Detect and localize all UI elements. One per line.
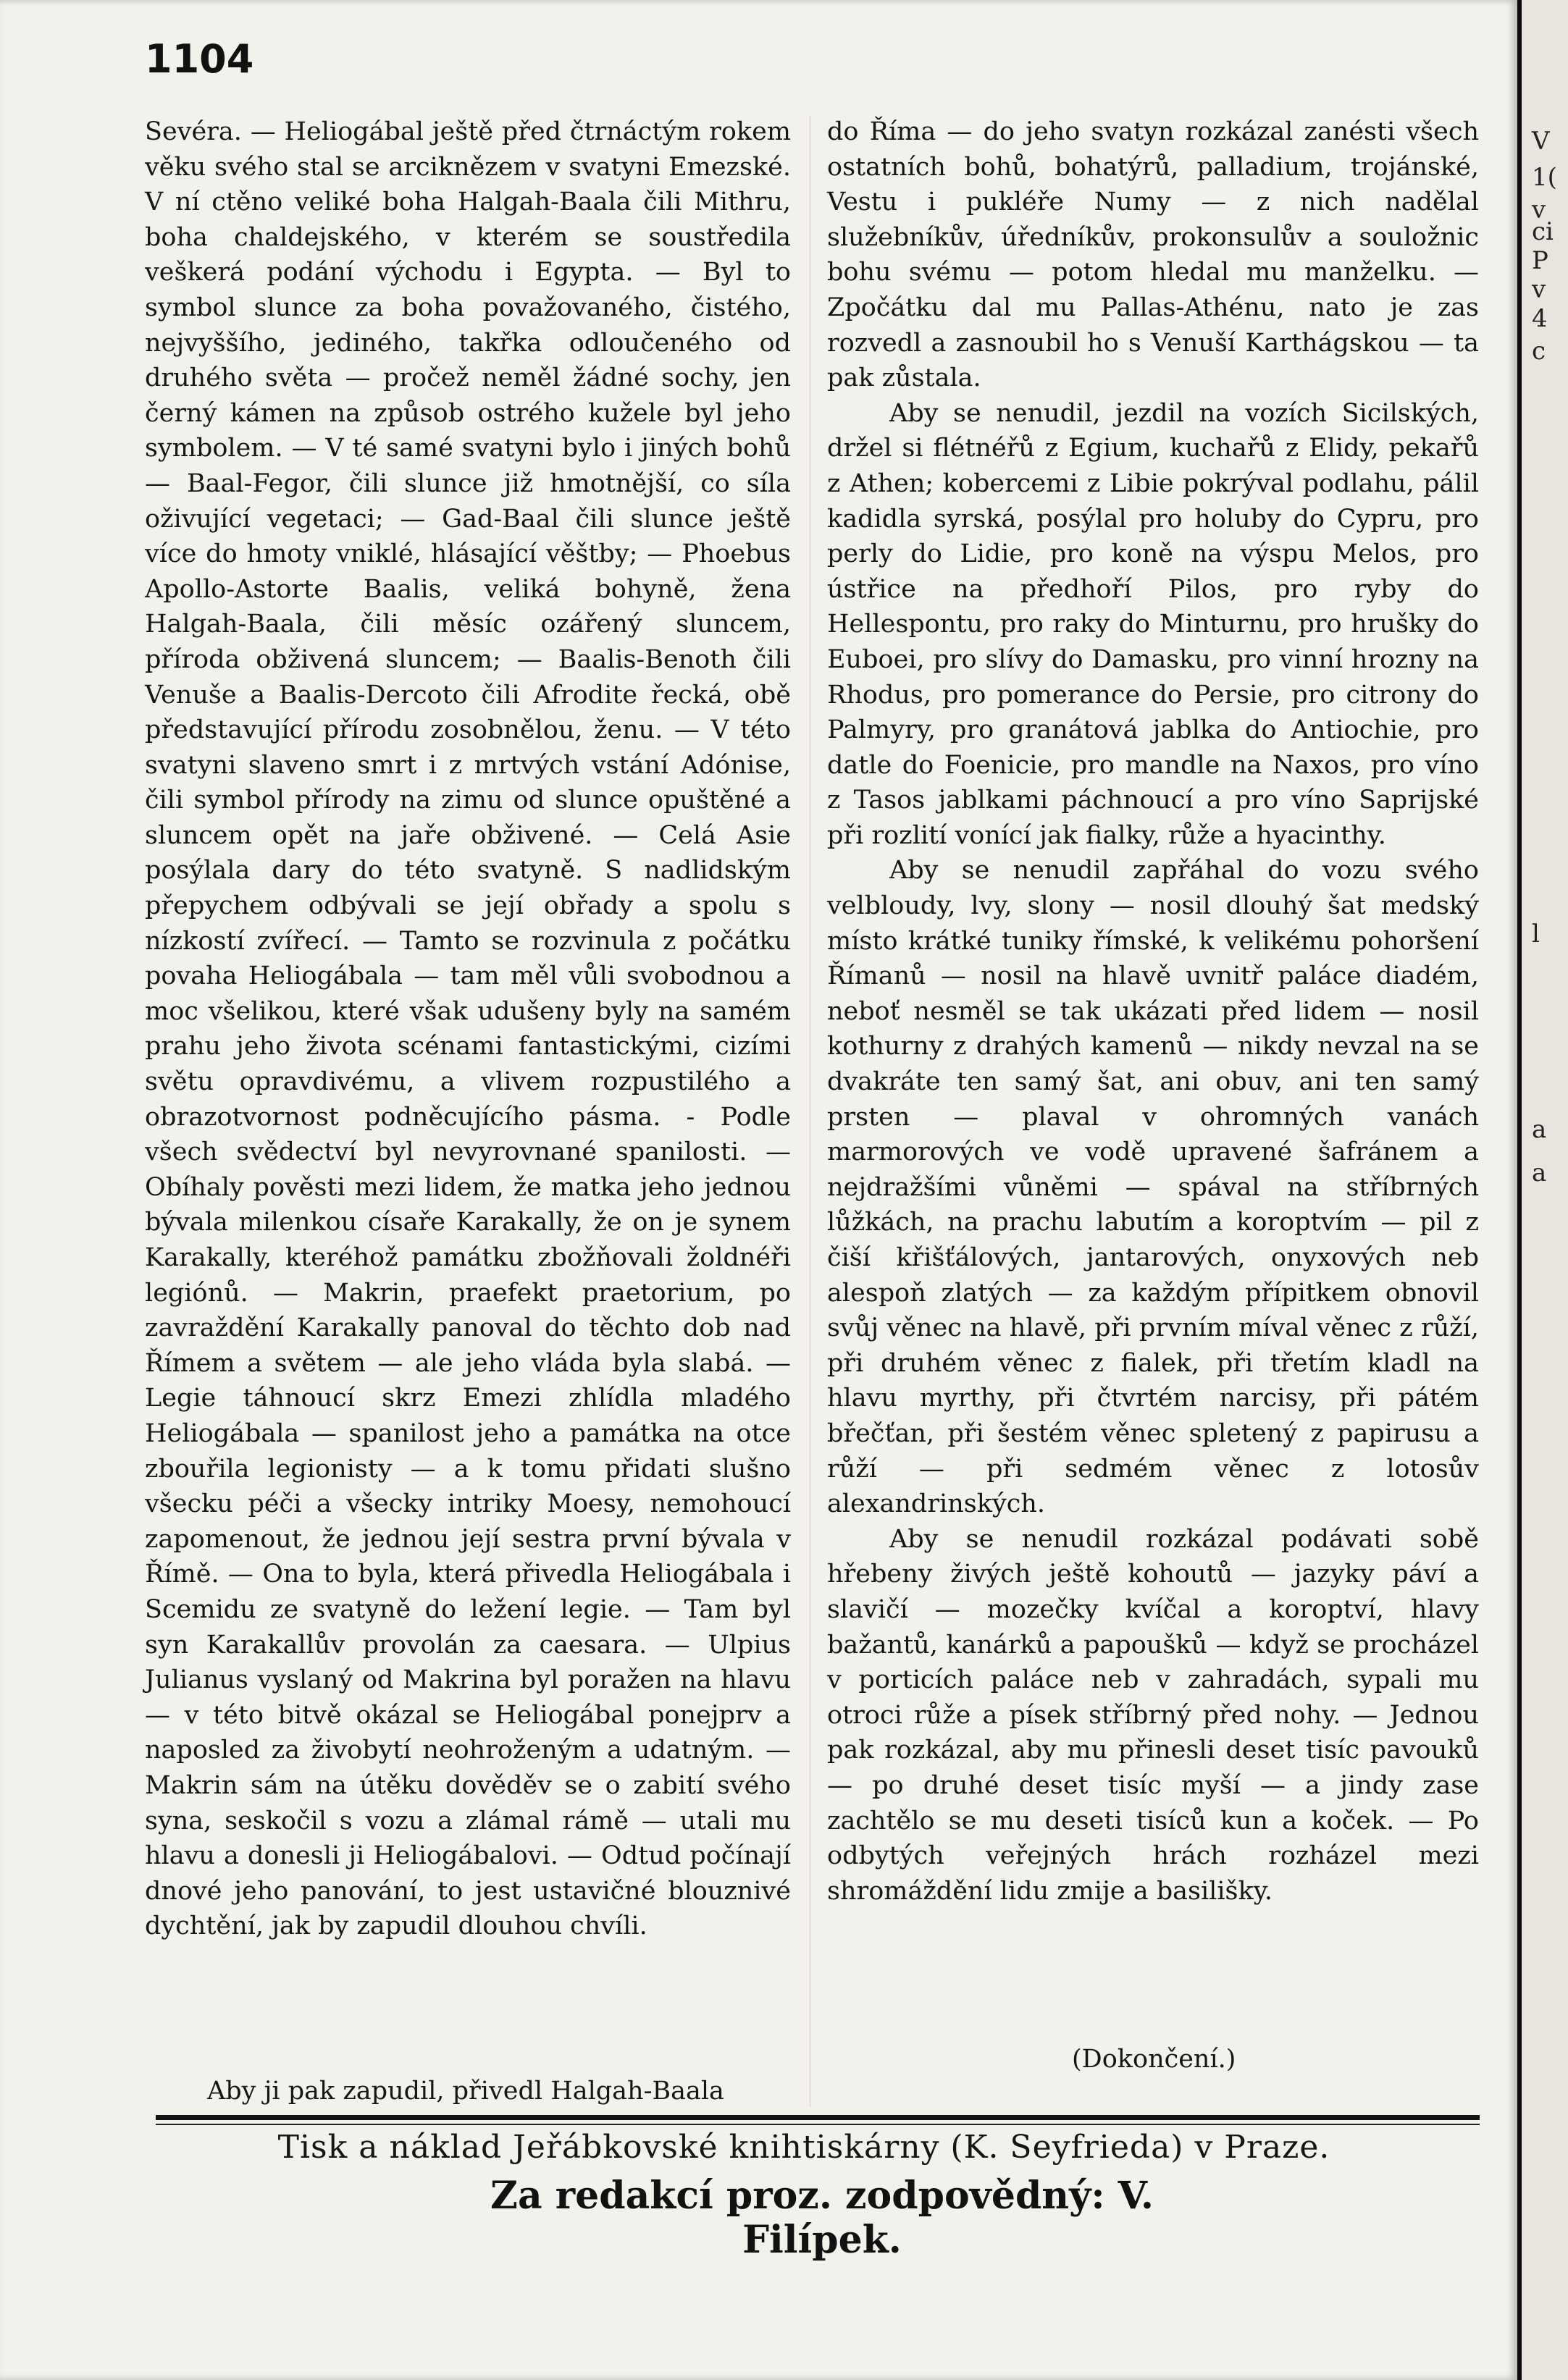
right-column [827, 114, 1479, 1909]
right-column-paragraph: do Říma — do jeho svatyn rozkázal zanésti všech ostatních bohů, bohatýrů, palladium, trojánské, Vestu i pukléře Numy — z nich nadělal služebníkův, úředníkův, prokonsulův a souložnic bohu svému — potom hledal mu manželku. — Zpočátku dal mu Pallas-Athénu, nato je zas rozvedl a zasnoubil ho s Venuší Karthágskou — ta pak zůstala. [827, 117, 1479, 393]
to-be-continued-note: (Dokončení.) [1072, 2045, 1236, 2074]
adjacent-page-glyph: v [1532, 195, 1546, 224]
adjacent-page-edge [1517, 0, 1568, 2380]
imprint-printer: Tisk a náklad Jeřábkovské knihtiskárny (K. Seyfrieda) v Praze. [277, 2129, 1330, 2166]
left-column-paragraph: Sevéra. — Heliogábal ještě před čtrnáctým rokem věku svého stal se arciknězem v svatyni Emezské. V ní ctěno veliké boha Halgah-Baala čili Mithru, boha chaldejského, v kterém se soustředila veškerá podání východu i Egypta. — Byl to symbol slunce za boha považovaného, čistého, nejvyššího, jediného, takřka odloučeného od druhého světa — pročež neměl žádné sochy, jen černý kámen na způsob ostrého kužele byl jeho symbolem. — V té samé svatyni bylo i jiných bohů — Baal-Fegor, čili slunce již hmotnější, co síla oživující vegetaci; — Gad-Baal čili slunce ještě více do hmoty vniklé, hlásající věštby; — Phoebus Apollo-Astorte Baalis, veliká bohyně, žena Halgah-Baala, čili měsíc ozářený sluncem, příroda obživená sluncem; — Baalis-Benoth čili Venuše a Baalis-Dercoto čili Afrodite řecká, obě představující přírodu zosobnělou, ženu. — V této svatyni slaveno smrt i z mrtvých vstání Adónise, čili symbol přírody na zimu od slunce opuštěné a sluncem opět na jaře obživené. — Celá Asie posýlala dary do této svatyně. S nadlidským přepychem odbývali se její obřady a spolu s nízkostí zvířecí. — Tamto se rozvinula z počátku povaha Heliogábala — tam měl vůli svobodnou a moc všelikou, které však udušeny byly na samém prahu jeho života scénami fantastickými, cizími světu opravdivému, a vlivem rozpustilého a obrazotvornost podněcujícího pásma. - Podle všech svědectví byl nevyrovnané spanilosti. — Obíhaly pověsti mezi lidem, že matka jeho jednou bývala milenkou císaře Karakally, že on je synem Karakally, kteréhož památku zbožňovali žoldnéři legiónů. — Makrin, praefekt praetorium, po zavraždění Karakally panoval do těchto dob nad Římem a světem — ale jeho vláda byla slabá. — Legie táhnoucí skrz Emezi zhlídla mladého Heliogábala — spanilost jeho a památka na otce zbouřila legionisty — a k tomu přidati slušno všecku péči a všecky intriky Moesy, nemohoucí zapomenout, že jednou její sestra první bývala v Římě. — Ona to byla, která přivedla Heliogábala i Scemidu ze svatyně do ležení legie. — Tam byl syn Karakallův provolán za caesara. — Ulpius Julianus vyslaný od Makrina byl poražen na hlavu — v této bitvě okázal se Heliogábal ponejprv a naposled za živobytí neohroženým a udatným. — Makrin sám na útěku dověděv se o zabití svého syna, seskočil s vozu a zlámal rámě — utali mu hlavu a donesli ji Heliogábalovi. — Odtud počínají dnové jeho panování, to jest ustavičné blouznivé dychtění, jak by zapudil dlouhou chvíli. [145, 117, 791, 1941]
footer-rule-thick [156, 2115, 1480, 2120]
adjacent-page-glyph: v [1532, 275, 1546, 304]
adjacent-page-glyph: a [1532, 1115, 1547, 1144]
adjacent-page-glyph: c [1532, 337, 1546, 366]
right-column-paragraph: Aby se nenudil zapřáhal do vozu svého velbloudy, lvy, slony — nosil dlouhý šat medský místo krátké tuniky římské, k velikému pohoršení Římanů — nosil na hlavě uvnitř paláce diadém, neboť nesměl se tak ukázati před lidem — nosil kothurny z drahých kamenů — nikdy nevzal na se dvakráte ten samý šat, ani obuv, ani ten samý prsten — plaval v ohromných vanách marmorových ve vodě upravené šafránem a nejdražšími vůněmi — spával na stříbrných lůžkách, na prachu labutím a koroptvím — pil z čiší křišťálových, jantarových, onyxových neb alespoň zlatých — za každým přípitkem obnovil svůj věnec na hlavě, při prvním míval věnec z růží, při druhém věnec z fialek, při třetím kladl na hlavu myrthy, při čtvrtém narcisy, při pátém břečťan, při šestém věnec spletený z papirusu a růží — při sedmém věnec z lotosův alexandrinských. [827, 856, 1479, 1519]
adjacent-page-glyph: a [1532, 1159, 1547, 1187]
left-column [145, 114, 791, 1944]
right-column-paragraph: Aby se nenudil, jezdil na vozích Sicilských, držel si flétnéřů z Egium, kuchařů z Elidy, pekařů z Athen; kobercemi z Libie pokrýval podlahu, pálil kadidla syrská, posýlal pro holuby do Cypru, pro perly do Lidie, pro koně na výspu Melos, pro ústřice na předhoří Pilos, pro ryby do Hellespontu, pro raky do Minturnu, pro hrušky do Euboei, pro slívy do Damasku, pro vinní hrozny na Rhodus, pro pomerance do Persie, pro citrony do Palmyry, pro granátová jablka do Antiochie, pro datle do Foenicie, pro mandle na Naxos, pro víno z Tasos jablkami páchnoucí a pro víno Saprijské při rozlití vonící jak fialky, růže a hyacinthy. [827, 398, 1479, 850]
adjacent-page-glyph: 4 [1532, 304, 1548, 333]
footer-rule-thin [156, 2124, 1480, 2125]
adjacent-page-glyph: 1( [1532, 163, 1557, 192]
adjacent-page-glyph: l [1532, 920, 1540, 949]
page-number: 1104 [145, 36, 254, 82]
right-column-paragraph: Aby se nenudil rozkázal podávati sobě hřebeny živých ještě kohoutů — jazyky páví a slavičí — mozečky kvíčal a koroptví, hlavy bažantů, kanárků a papoušků — když se procházel v porticích paláce neb v zahradách, sypali mu otroci růže a písek stříbrný před nohy. — Jednou pak rozkázal, aby mu přinesli deset tisíc pavouků — po druhé deset tisíc myší — a jindy zase zachtělo se mu deseti tisíců kun a koček. — Po odbytých veřejných hrách rozházel mezi shromáždění lidu zmije a basilišky. [827, 1524, 1479, 1906]
adjacent-page-glyph: ci [1532, 217, 1554, 246]
imprint-editor: Za redakcí proz. zodpovědný: V. Filípek. [490, 2174, 1154, 2262]
adjacent-page-glyph: V [1532, 127, 1550, 156]
left-column-tail-line: Aby ji pak zapudil, přivedl Halgah-Baala [207, 2077, 724, 2106]
adjacent-page-glyph: P [1532, 246, 1548, 275]
